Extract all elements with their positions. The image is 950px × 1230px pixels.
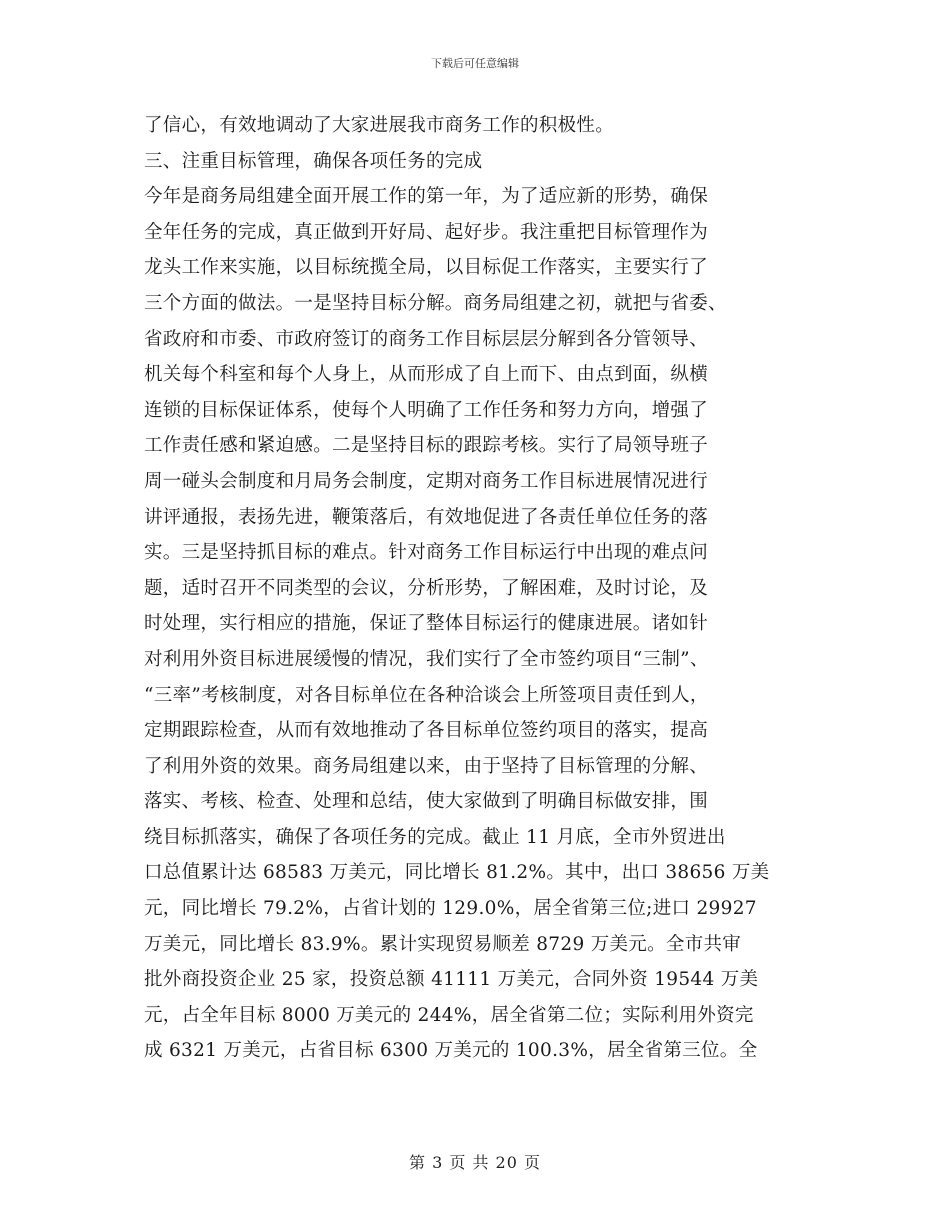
- text-line: 落实、考核、检查、处理和总结，使大家做到了明确目标做安排，围: [144, 791, 709, 813]
- text-line: 全年任务的完成，真正做到开好局、起好步。我注重把目标管理作为: [144, 221, 709, 243]
- text-line: 元，占全年目标 8000 万美元的 244%，居全省第二位；实际利用外资完: [144, 1004, 754, 1026]
- text-line: 成 6321 万美元，占省目标 6300 万美元的 100.3%，居全省第三位。全: [144, 1040, 758, 1062]
- text-line: 今年是商务局组建全面开展工作的第一年，为了适应新的形势，确保: [144, 186, 709, 208]
- document-body: [144, 108, 810, 1069]
- text-line: 时处理，实行相应的措施，保证了整体目标运行的健康进展。诸如针: [144, 613, 709, 635]
- text-line: 题，适时召开不同类型的会议，分析形势，了解困难，及时讨论，及: [144, 577, 709, 599]
- page-header-note: 下载后可任意编辑: [431, 57, 519, 70]
- text-line: “三率”考核制度，对各目标单位在各种洽谈会上所签项目责任到人，: [144, 684, 709, 706]
- text-line: 实。三是坚持抓目标的难点。针对商务工作目标运行中出现的难点问: [144, 542, 709, 564]
- text-line: 绕目标抓落实，确保了各项任务的完成。截止 11 月底，全市外贸进出: [144, 826, 726, 848]
- text-line: 元，同比增长 79.2%，占省计划的 129.0%，居全省第三位;进口 29927: [144, 898, 757, 920]
- text-line: 周一碰头会制度和月局务会制度，定期对商务工作目标进展情况进行: [144, 470, 709, 492]
- text-line: 连锁的目标保证体系，使每个人明确了工作任务和努力方向，增强了: [144, 399, 709, 421]
- text-line: 三个方面的做法。一是坚持目标分解。商务局组建之初，就把与省委、: [144, 292, 727, 314]
- text-line: 万美元，同比增长 83.9%。累计实现贸易顺差 8729 万美元。全市共审: [144, 933, 742, 955]
- text-line: 工作责任感和紧迫感。二是坚持目标的跟踪考核。实行了局领导班子: [144, 435, 709, 457]
- text-line: 定期跟踪检查，从而有效地推动了各目标单位签约项目的落实，提高: [144, 720, 709, 742]
- page-number-footer: 第 3 页 共 20 页: [409, 1153, 541, 1172]
- text-line: 了利用外资的效果。商务局组建以来，由于坚持了目标管理的分解、: [144, 755, 709, 777]
- text-line: 省政府和市委、市政府签订的商务工作目标层层分解到各分管领导、: [144, 328, 709, 350]
- text-line: 龙头工作来实施，以目标统揽全局，以目标促工作落实，主要实行了: [144, 257, 709, 279]
- text-line: 对利用外资目标进展缓慢的情况，我们实行了全市签约项目“三制”、: [144, 648, 709, 670]
- text-line: 机关每个科室和每个人身上，从而形成了自上而下、由点到面，纵横: [144, 364, 709, 386]
- text-line: 口总值累计达 68583 万美元，同比增长 81.2%。其中，出口 38656 万美: [144, 862, 770, 884]
- text-line: 批外商投资企业 25 家，投资总额 41111 万美元，合同外资 19544 万美: [144, 969, 759, 991]
- text-line: 三、注重目标管理，确保各项任务的完成: [144, 150, 483, 172]
- text-line: 了信心，有效地调动了大家进展我市商务工作的积极性。: [144, 115, 615, 136]
- text-line: 讲评通报，表扬先进，鞭策落后，有效地促进了各责任单位任务的落: [144, 506, 709, 528]
